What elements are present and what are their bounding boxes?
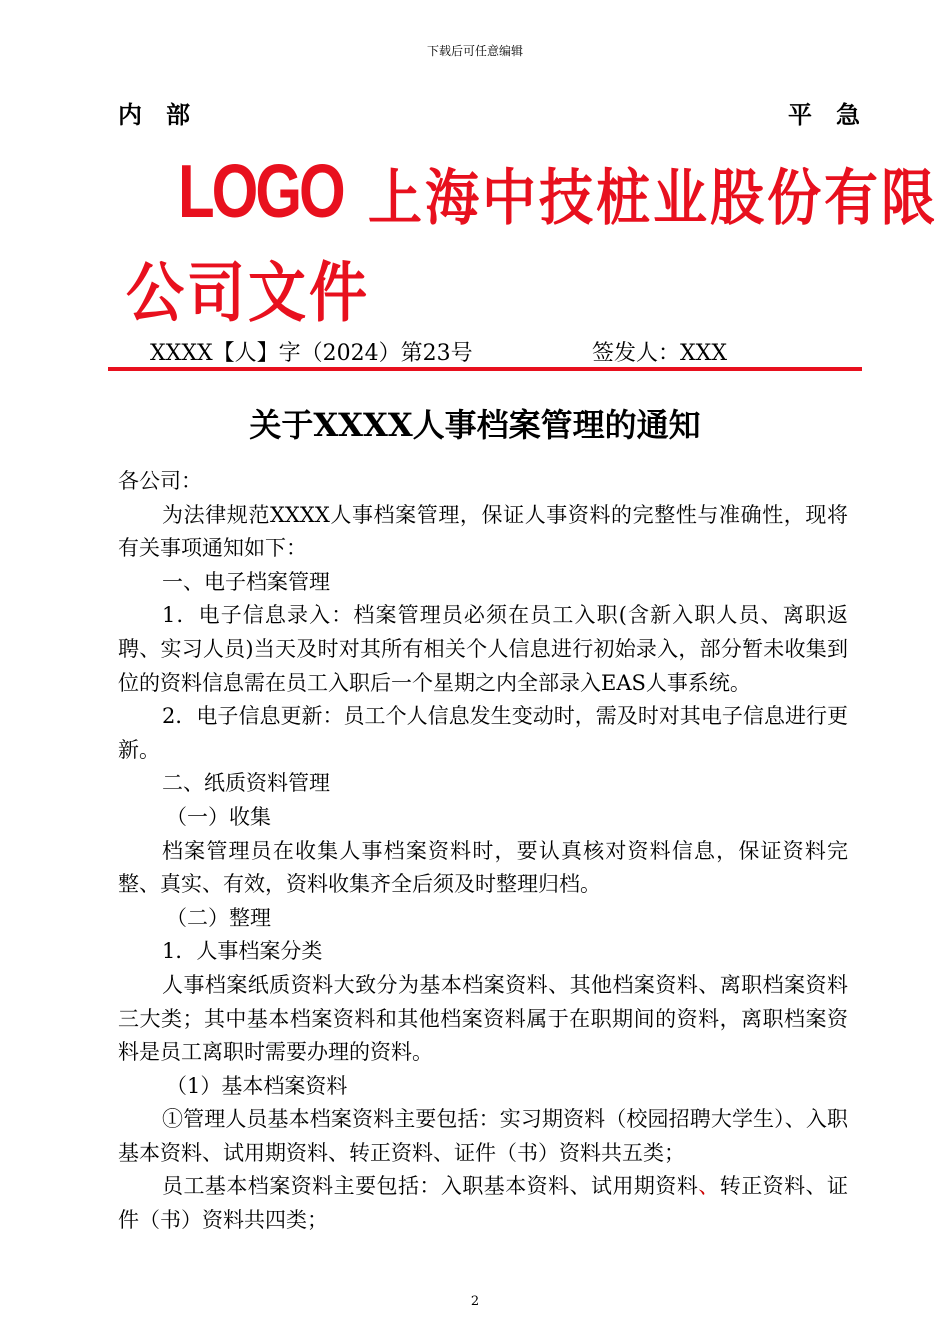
company-logo: LOGO: [178, 149, 343, 233]
subsection-organize: （二）整理: [166, 905, 271, 930]
letterhead-company-line1: 上海中技桩业股份有限: [368, 162, 938, 233]
download-note: 下载后可任意编辑: [426, 44, 523, 58]
collect-paragraph: 档案管理员在收集人事档案资料时，要认真核对资料信息，保证资料完整、真实、有效，资料收集齐全后须及时整理归档。: [118, 838, 848, 897]
classification-paragraph: 人事档案纸质资料大致分为基本档案资料、其他档案资料、离职档案资料三大类；其中基本档案资料和其他档案资料属于在职期间的资料，离职档案资料是员工离职时需要办理的资料。: [118, 972, 848, 1065]
salutation: 各公司：: [118, 469, 202, 493]
document-number: XXXX【人】字（2024）第23号: [150, 341, 473, 366]
page-number: 2: [470, 1294, 480, 1309]
item-1-2: 2．电子信息更新：员工个人信息发生变动时，需及时对其电子信息进行更新。: [118, 704, 848, 762]
employee-archive-text-2: 转正资料、证件（书）资料共四类；: [118, 1174, 849, 1233]
intro-paragraph: 为法律规范XXXX人事档案管理，保证人事资料的完整性与准确性，现将有关事项通知如下：: [118, 502, 848, 561]
employee-archive-paragraph: [118, 1170, 848, 1237]
item-2-1: 1．人事档案分类: [162, 939, 323, 964]
signer-label: 签发人：XXX: [592, 341, 727, 366]
employee-archive-text-1: 员工基本档案资料主要包括：入职基本资料、试用期资料: [162, 1174, 699, 1199]
subsection-collect: （一）收集: [166, 804, 271, 829]
urgency-label: 平急: [788, 101, 884, 129]
manager-archive-paragraph: ①管理人员基本档案资料主要包括：实习期资料（校园招聘大学生）、入职基本资料、试用期资料、转正资料、证件（书）资料共五类；: [118, 1107, 848, 1165]
letterhead-divider: [108, 367, 862, 371]
item-1-1: 1．电子信息录入：档案管理员必须在员工入职(含新入职人员、离职返聘、实习人员)当天及时对其所有相关个人信息进行初始录入，部分暂未收集到位的资料信息需在员工入职后一个星期之内全部录入EAS人事系统。: [118, 603, 848, 695]
document-title: 关于XXXX人事档案管理的通知: [249, 406, 701, 444]
basic-archive-heading: （1）基本档案资料: [166, 1073, 348, 1098]
document-body: [118, 465, 848, 1238]
section-heading-2: 二、纸质资料管理: [162, 771, 330, 796]
red-separator: 、: [698, 1174, 720, 1199]
section-heading-1: 一、电子档案管理: [162, 569, 330, 594]
classification-label: 内部: [118, 101, 214, 129]
letterhead-company-line2: 公司文件: [126, 254, 371, 331]
